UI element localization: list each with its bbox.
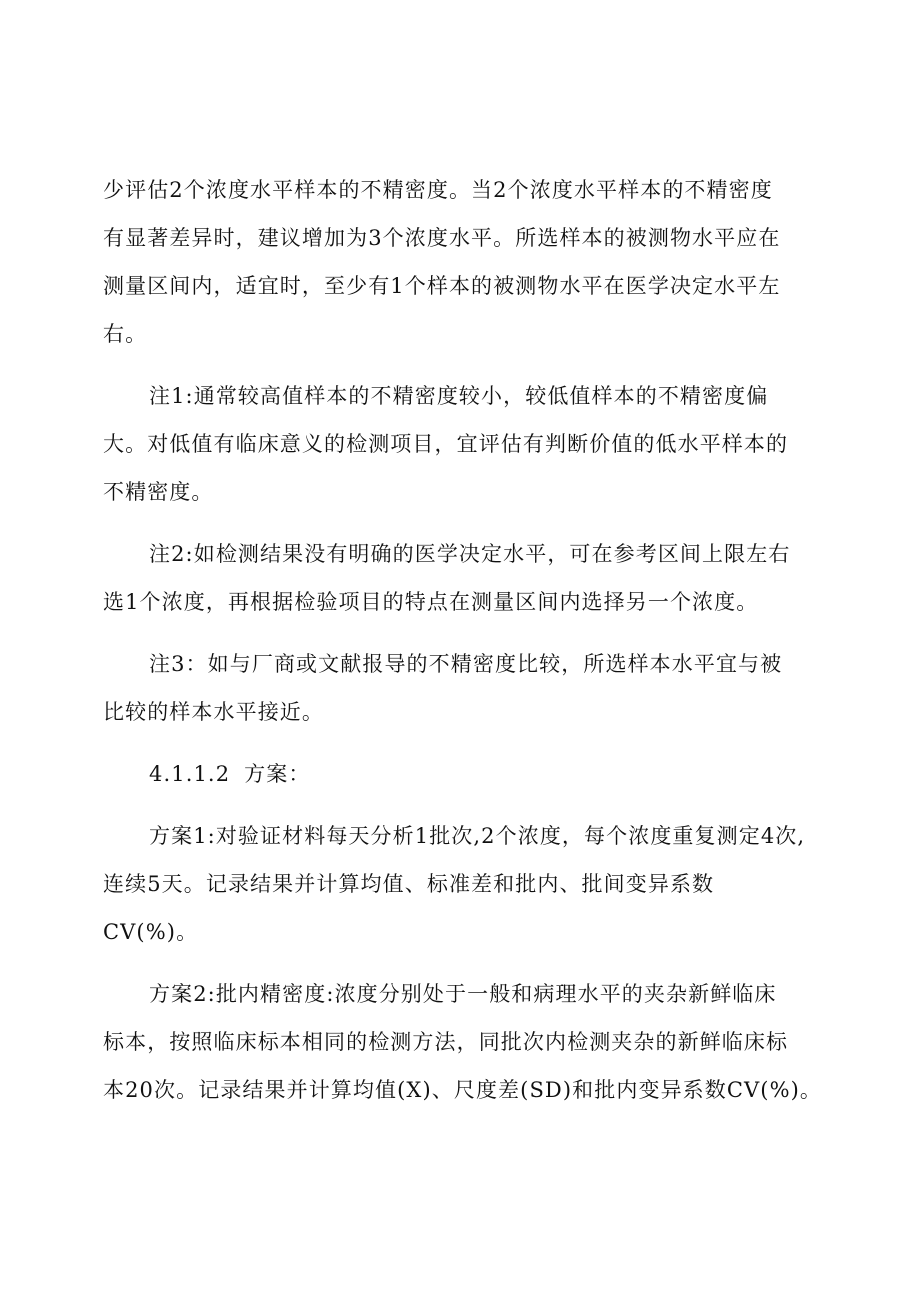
text-line: 方案2:批内精密度:浓度分别处于一般和病理水平的夹杂新鲜临床: [149, 982, 777, 1006]
text-line: 测量区间内，适宜时，至少有1个样本的被测物水平在医学决定水平左: [103, 274, 781, 298]
text-line: CV(%)。: [103, 920, 199, 944]
paragraph-note-2: [103, 530, 815, 626]
text-line: 连续5天。记录结果并计算均值、标准差和批内、批间变异系数: [103, 872, 715, 896]
paragraph-note-1: [103, 372, 815, 516]
paragraph-plan-2: [103, 970, 823, 1114]
text-line: 不精密度。: [103, 480, 214, 504]
text-line: 注1:通常较高值样本的不精密度较小，较低值样本的不精密度偏: [149, 384, 769, 408]
text-line: 标本，按照临床标本相同的检测方法，同批次内检测夹杂的新鲜临床标: [103, 1030, 789, 1054]
text-line: 有显著差异时，建议增加为3个浓度水平。所选样本的被测物水平应在: [103, 226, 781, 250]
section-number: 4.1.1.2: [149, 762, 231, 786]
text-line: 右。: [103, 322, 148, 346]
text-line: 注3：如与厂商或文献报导的不精密度比较，所选样本水平宜与被: [149, 652, 783, 676]
section-title: 方案：: [244, 762, 311, 786]
section-heading: [103, 750, 815, 798]
text-line: 比较的样本水平接近。: [103, 700, 324, 724]
text-line: 本20次。记录结果并计算均值(X)、尺度差(SD)和批内变异系数CV(%)。: [103, 1078, 823, 1102]
text-line: 选1个浓度，再根据检验项目的特点在测量区间内选择另一个浓度。: [103, 590, 759, 614]
paragraph-intro: [103, 166, 815, 358]
text-line: 少评估2个浓度水平样本的不精密度。当2个浓度水平样本的不精密度: [103, 178, 773, 202]
paragraph-plan-1: [103, 812, 815, 956]
text-line: 注2:如检测结果没有明确的医学决定水平，可在参考区间上限左右: [149, 542, 791, 566]
paragraph-note-3: [103, 640, 815, 736]
text-line: 方案1:对验证材料每天分析1批次,2个浓度，每个浓度重复测定4次,: [149, 824, 806, 848]
text-line: 大。对低值有临床意义的检测项目，宜评估有判断价值的低水平样本的: [103, 432, 789, 456]
document-body: [103, 166, 823, 1114]
